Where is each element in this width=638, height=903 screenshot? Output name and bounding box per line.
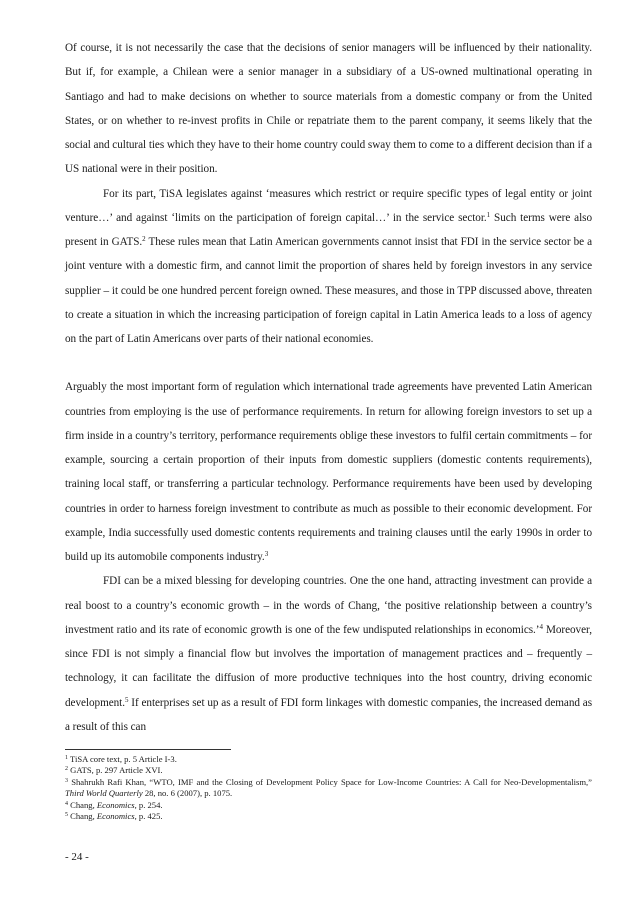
footnote-text: , p. 254.	[134, 799, 163, 810]
footnote-journal-title: Third World Quarterly	[65, 788, 143, 799]
footnote-ref[interactable]: 2	[142, 235, 146, 243]
footnote-number: 3	[65, 777, 68, 784]
footnote-item	[65, 811, 592, 822]
footnote-ref[interactable]: 1	[486, 210, 491, 219]
footnote-number: 2	[65, 766, 68, 773]
page-body	[65, 36, 592, 739]
paragraph-text: If enterprises set up as a result of FDI form linkages with domestic companies, the increased demand as a result of this can	[65, 696, 592, 733]
footnote-text: 28, no. 6 (2007), p. 1075.	[142, 788, 233, 799]
paragraph-spacer	[65, 351, 592, 375]
paragraph-text: Of course, it is not necessarily the case that the decisions of senior managers will be influenced by their nationality. But if, for example, a Chilean were a senior manager in a subsidiary of a US-owned multinational operating in Santiago and had to make decisions on whether to source materials from a domestic company or from the United States, or on whether to re-invest profits in Chile or repatriate them to the parent company, it seems likely that the social and cultural ties which they have to their home country could sway them to come to a different decision than if a US national were in their position.	[65, 42, 592, 176]
footnote-ref[interactable]: 3	[264, 550, 269, 558]
footnote-text: GATS, p. 297 Article XVI.	[70, 765, 163, 776]
footnote-number: 1	[65, 755, 68, 761]
footnote-ref[interactable]: 4	[539, 622, 543, 631]
paragraph-text: FDI can be a mixed blessing for developing countries. One the one hand, attracting investment can provide a real boost to a country’s economic growth – in the words of Chang, ‘the positive relationship between a country’s investment ratio and its rate of economic growth is one of the few undisputed relationships in economics.’	[65, 575, 592, 636]
footnote-text: Shahrukh Rafi Khan, “WTO, IMF and the Closing of Development Policy Space for Low-Income Countries: A Call for Neo-Developmentalism,”	[71, 776, 592, 787]
footnote-text: TiSA core text, p. 5 Article I-3.	[70, 754, 177, 764]
paragraph-text: Moreover, since FDI is not simply a financial flow but involves the importation of management practices and – frequently – technology, it can facilitate the diffusion of more productive techniques into the host country, driving economic development.	[65, 623, 592, 709]
footnote-item	[65, 765, 592, 776]
footnote-divider	[65, 749, 231, 750]
footnote-text: Chang,	[70, 799, 97, 810]
paragraph-text: For its part, TiSA legislates against ‘measures which restrict or require specific types of legal entity or joint venture…’ and against ‘limits on the participation of foreign capital…’ in the service sector.	[65, 187, 592, 224]
footnote-item	[65, 754, 592, 765]
footnote-ref[interactable]: 5	[124, 695, 129, 704]
footnote-number: 5	[65, 812, 68, 819]
footnote-text: , p. 425.	[134, 811, 163, 822]
footnote-item	[65, 777, 592, 800]
page-number: - 24 -	[65, 851, 89, 863]
paragraph-fdi-mixed-blessing	[65, 569, 592, 739]
paragraph-text: These rules mean that Latin American governments cannot insist that FDI in the service sector be a joint venture with a domestic firm, and cannot limit the proportion of shares held by foreign investors in any service supplier – it could be one hundred percent foreign owned. These measures, and those in TPP discussed above, threaten to create a situation in which the increasing participation of foreign capital in Latin America leads to a loss of agency on the part of Latin Americans over parts of their national economies.	[65, 236, 592, 345]
paragraph-performance-requirements	[65, 375, 592, 569]
footnote-book-title: Economics	[96, 811, 135, 822]
footnote-text: Chang,	[70, 811, 97, 822]
paragraph-text: Arguably the most important form of regulation which international trade agreements have prevented Latin American countries from employing is the use of performance requirements. In return for allowing foreign investors to set up a firm inside in a country’s territory, performance requirements oblige these investors to fulfil certain commitments – for example, sourcing a certain proportion of their inputs from domestic suppliers (domestic contents requirements), training local staff, or transferring a particular technology. Performance requirements have been used by developing countries in order to harness foreign investment to contribute as much as possible to their economic development. For example, India successfully used domestic contents requirements and training clauses until the early 1990s in order to build up its automobile components industry.	[65, 381, 592, 563]
paragraph-tisa	[65, 182, 592, 352]
footnotes	[65, 754, 592, 822]
footnote-book-title: Economics	[96, 799, 135, 810]
paragraph-nationality	[65, 36, 592, 182]
footnote-item	[65, 800, 592, 811]
paragraph-text: Such terms were also present in GATS.	[65, 211, 593, 248]
footnote-number: 4	[65, 800, 68, 807]
